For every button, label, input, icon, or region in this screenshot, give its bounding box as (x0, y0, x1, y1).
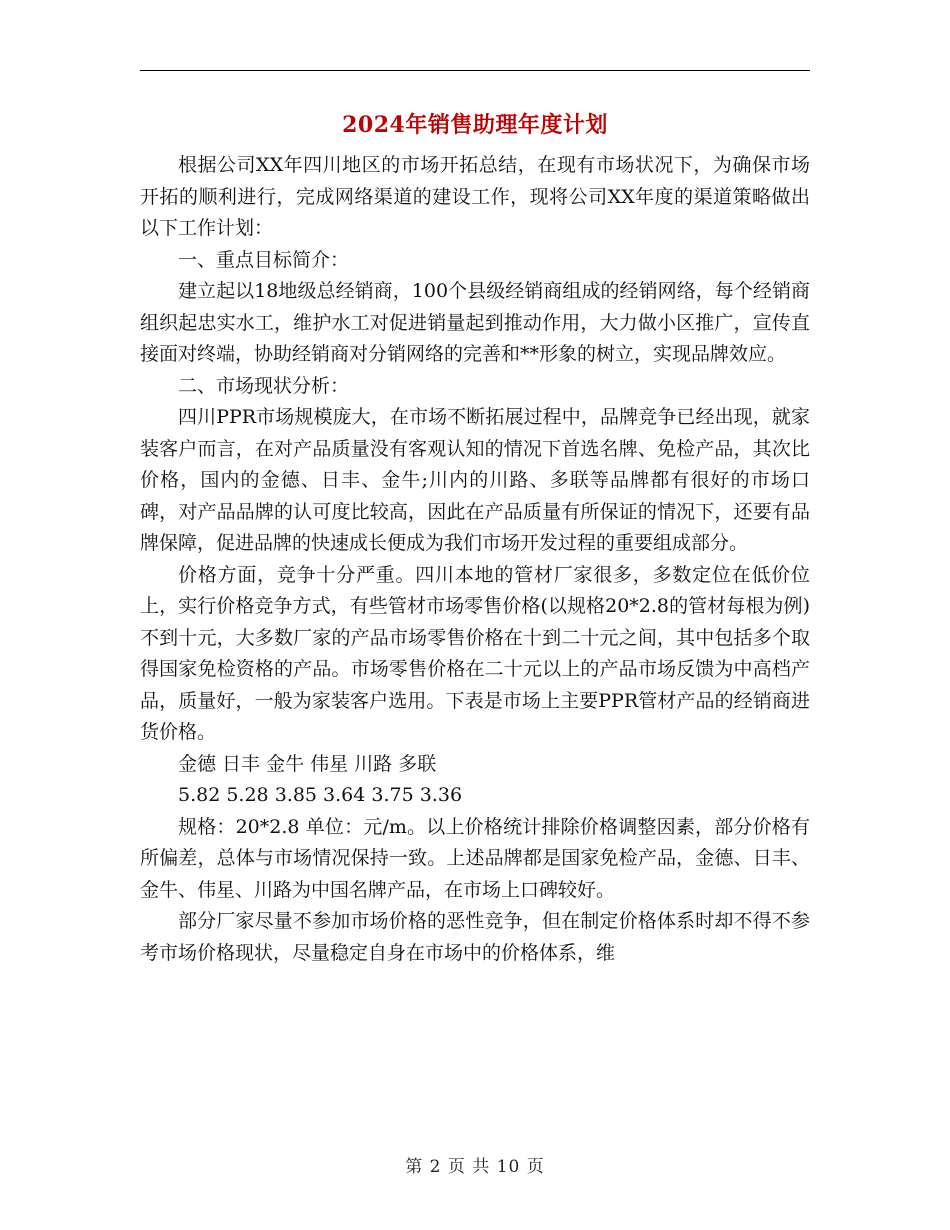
price-values-row: 5.82 5.28 3.85 3.64 3.75 3.36 (178, 784, 463, 806)
paragraph-spec: 规格：20*2.8 单位：元/m。以上价格统计排除价格调整因素，部分价格有所偏差，总体与市场情况保持一致。上述品牌都是国家免检产品，金德、日丰、金牛、伟星、川路为中国名牌产品，在市场上口碑较好。 (140, 815, 810, 901)
header-rule (140, 70, 810, 71)
page-footer: 第 2 页 共 10 页 (405, 1157, 545, 1177)
section-heading-2: 二、市场现状分析： (178, 374, 350, 397)
document-body (140, 150, 810, 969)
section-heading-1: 一、重点目标简介： (178, 248, 350, 271)
paragraph-market: 四川PPR市场规模庞大，在市场不断拓展过程中，品牌竞争已经出现，就家装客户而言，在对产品质量没有客观认知的情况下首选名牌、免检产品，其次比价格，国内的金德、日丰、金牛;川内的川路、多联等品牌都有很好的市场口碑，对产品品牌的认可度比较高，因此在产品质量有所保证的情况下，还要有品牌保障，促进品牌的快速成长便成为我们市场开发过程的重要组成部分。 (140, 406, 810, 554)
paragraph-intro: 根据公司XX年四川地区的市场开拓总结，在现有市场状况下，为确保市场开拓的顺利进行，完成网络渠道的建设工作，现将公司XX年度的渠道策略做出以下工作计划： (140, 154, 810, 239)
paragraph-price: 价格方面，竞争十分严重。四川本地的管材厂家很多，多数定位在低价位上，实行价格竞争方式，有些管材市场零售价格(以规格20*2.8的管材每根为例)不到十元，大多数厂家的产品市场零售价格在十到二十元之间，其中包括多个取得国家免检资格的产品。市场零售价格在二十元以上的产品市场反馈为中高档产品，质量好，一般为家装客户选用。下表是市场上主要PPR管材产品的经销商进货价格。 (140, 563, 810, 743)
paragraph-competition: 部分厂家尽量不参加市场价格的恶性竞争，但在制定价格体系时却不得不参考市场价格现状，尽量稳定自身在市场中的价格体系，维 (140, 910, 810, 964)
document-title: 2024年销售助理年度计划 (342, 112, 608, 138)
price-brands-row: 金德 日丰 金牛 伟星 川路 多联 (178, 752, 437, 775)
paragraph-goals: 建立起以18地级总经销商，100个县级经销商组成的经销网络，每个经销商组织起忠实水工，维护水工对促进销量起到推动作用，大力做小区推广，宣传直接面对终端，协助经销商对分销网络的完善和**形象的树立，实现品牌效应。 (140, 280, 810, 365)
